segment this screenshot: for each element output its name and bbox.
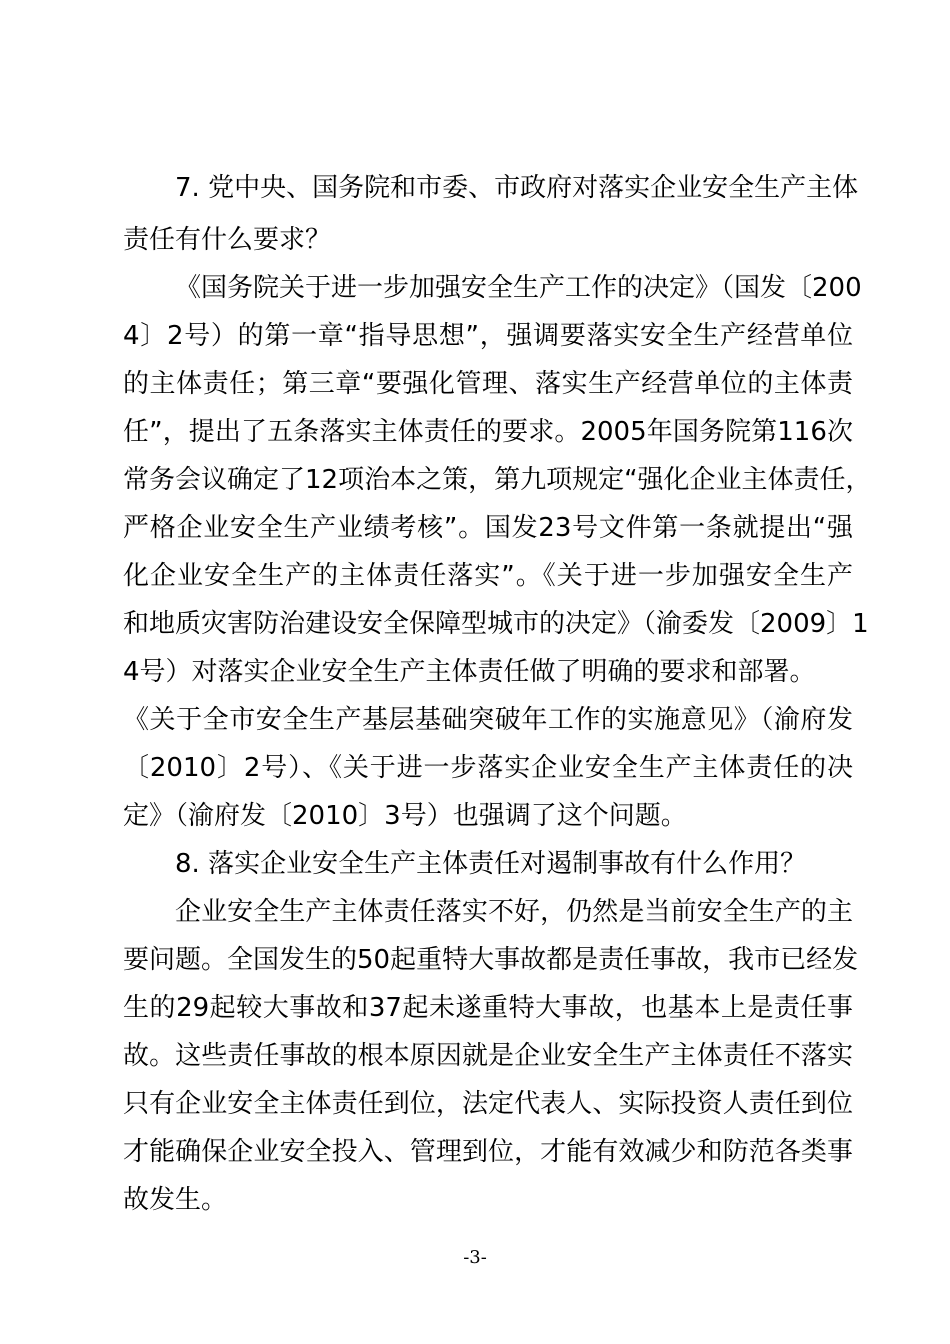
answer-7-line-11: 〔2010〕2号）、《关于进一步落实企业安全生产主体责任的决 [123, 753, 853, 783]
question-7-line-1: 7. 党中央、国务院和市委、市政府对落实企业安全生产主体 [175, 173, 859, 203]
answer-7-line-2: 4〕2号）的第一章“指导思想”，强调要落实安全生产经营单位 [123, 321, 853, 351]
answer-7-line-7: 化企业安全生产的主体责任落实”。《关于进一步加强安全生产 [123, 561, 853, 591]
answer-7-line-4: 任”，提出了五条落实主体责任的要求。2005年国务院第116次 [123, 417, 853, 447]
answer-7-line-9: 4号）对落实企业安全生产主体责任做了明确的要求和部署。 [123, 657, 816, 687]
answer-8-line-6: 才能确保企业安全投入、管理到位，才能有效减少和防范各类事 [123, 1137, 853, 1167]
answer-7-line-3: 的主体责任；第三章“要强化管理、落实生产经营单位的主体责 [123, 369, 853, 399]
answer-8-line-1: 企业安全生产主体责任落实不好，仍然是当前安全生产的主 [175, 897, 853, 927]
answer-8-line-5: 只有企业安全主体责任到位，法定代表人、实际投资人责任到位 [123, 1089, 853, 1119]
answer-7-line-1: 《国务院关于进一步加强安全生产工作的决定》（国发〔200 [175, 273, 862, 303]
question-7-line-2: 责任有什么要求？ [123, 225, 332, 255]
answer-8-line-3: 生的29起较大事故和37起未遂重特大事故，也基本上是责任事 [123, 993, 853, 1023]
answer-8-line-2: 要问题。全国发生的50起重特大事故都是责任事故，我市已经发 [123, 945, 859, 975]
answer-8-line-4: 故。这些责任事故的根本原因就是企业安全生产主体责任不落实 [123, 1041, 853, 1071]
answer-7-line-12: 定》（渝府发〔2010〕3号）也强调了这个问题。 [123, 801, 687, 831]
question-8-line-1: 8. 落实企业安全生产主体责任对遏制事故有什么作用？ [175, 849, 807, 879]
answer-7-line-6: 严格企业安全生产业绩考核”。国发23号文件第一条就提出“强 [123, 513, 853, 543]
answer-7-line-5: 常务会议确定了12项治本之策，第九项规定“强化企业主体责任， [123, 465, 872, 495]
answer-7-line-10: 《关于全市安全生产基层基础突破年工作的实施意见》（渝府发 [123, 705, 853, 735]
answer-8-line-7: 故发生。 [123, 1185, 228, 1215]
page-number: -3- [463, 1247, 487, 1268]
answer-7-line-8: 和地质灾害防治建设安全保障型城市的决定》（渝委发〔2009〕1 [123, 609, 869, 639]
